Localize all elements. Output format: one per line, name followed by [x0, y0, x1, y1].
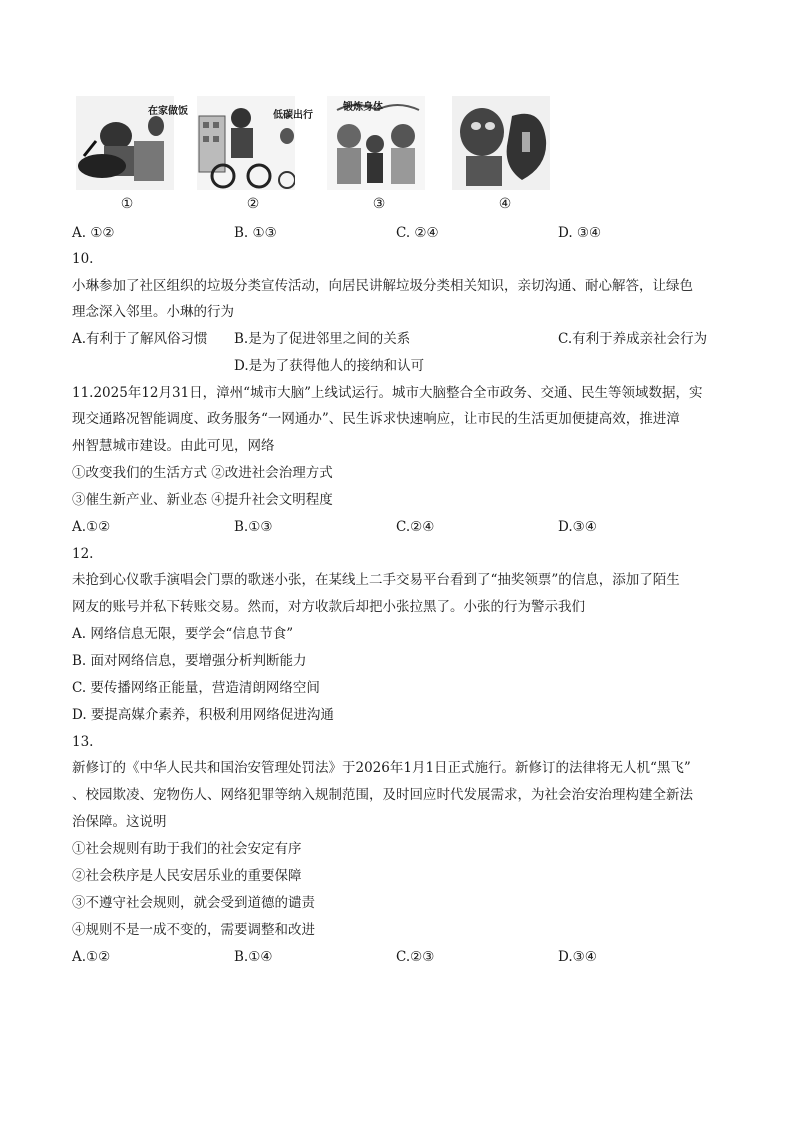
- q10-option-b: B.是为了促进邻里之间的关系: [234, 331, 411, 347]
- q11-statement-line-2: ③催生新产业、新业态 ④提升社会文明程度: [72, 492, 333, 508]
- q12-option-d: D. 要提高媒介素养，积极利用网络促进沟通: [72, 707, 334, 723]
- cartoon-caption-1: 在家做饭: [148, 106, 188, 117]
- cartoon-image-2: [197, 96, 313, 190]
- q13-stem-line-1: 新修订的《中华人民共和国治安管理处罚法》于2026年1月1日正式施行。新修订的法律将无人机“黑飞”: [72, 760, 691, 776]
- q11-stem-line-3: 州智慧城市建设。由此可见，网络: [72, 438, 275, 454]
- q10-option-c: C.有利于养成亲社会行为: [558, 331, 708, 347]
- cartoon-image-1: [76, 96, 188, 190]
- q12-option-c: C. 要传播网络正能量，营造清朗网络空间: [72, 680, 320, 696]
- cartoon-image-4: [452, 96, 550, 190]
- image-number-2: ②: [246, 196, 260, 212]
- q13-statement-3: ③不遵守社会规则，就会受到道德的谴责: [72, 895, 315, 911]
- option-c: C. ②④: [396, 225, 439, 241]
- q13-option-b: B.①④: [234, 949, 273, 965]
- q12-option-b: B. 面对网络信息，要增强分析判断能力: [72, 653, 307, 669]
- q10-stem-line-2: 理念深入邻里。小琳的行为: [72, 304, 234, 320]
- q10-option-d: D.是为了获得他人的接纳和认可: [234, 358, 425, 374]
- q11-option-b: B.①③: [234, 519, 273, 535]
- q13-number: 13.: [72, 734, 94, 750]
- q11-option-c: C.②④: [396, 519, 435, 535]
- q10-number: 10.: [72, 251, 94, 267]
- option-b: B. ①③: [234, 225, 277, 241]
- q13-stem-line-3: 治保障。这说明: [72, 814, 167, 830]
- image-number-3: ③: [372, 196, 386, 212]
- q10-stem-line-1: 小琳参加了社区组织的垃圾分类宣传活动，向居民讲解垃圾分类相关知识，亲切沟通、耐心解答，让绿色: [72, 278, 693, 294]
- cartoon-caption-2: 低碳出行: [273, 110, 313, 121]
- q12-stem-line-1: 未抢到心仪歌手演唱会门票的歌迷小张，在某线上二手交易平台看到了“抽奖领票”的信息，添加了陌生: [72, 572, 680, 588]
- q13-statement-2: ②社会秩序是人民安居乐业的重要保障: [72, 868, 302, 884]
- q10-option-a: A.有利于了解风俗习惯: [72, 331, 208, 347]
- q12-number: 12.: [72, 546, 94, 562]
- q13-stem-line-2: 、校园欺凌、宠物伤人、网络犯罪等纳入规制范围，及时回应时代发展需求，为社会治安治理构建全新法: [72, 787, 693, 803]
- q13-statement-4: ④规则不是一成不变的，需要调整和改进: [72, 922, 315, 938]
- q11-stem-line-2: 现交通路况智能调度、政务服务“一网通办”、民生诉求快速响应，让市民的生活更加便捷高效，推进漳: [72, 411, 680, 427]
- option-a: A. ①②: [72, 225, 115, 241]
- q12-option-a: A. 网络信息无限，要学会“信息节食”: [72, 626, 294, 642]
- q13-statement-1: ①社会规则有助于我们的社会安定有序: [72, 841, 302, 857]
- q13-option-a: A.①②: [72, 949, 111, 965]
- image-number-1: ①: [120, 196, 134, 212]
- cartoon-image-3: [327, 96, 425, 190]
- q11-option-d: D.③④: [558, 519, 597, 535]
- q13-option-c: C.②③: [396, 949, 435, 965]
- q12-stem-line-2: 网友的账号并私下转账交易。然而，对方收款后却把小张拉黑了。小张的行为警示我们: [72, 599, 585, 615]
- cartoon-caption-3: 锻炼身体: [343, 102, 383, 113]
- option-d: D. ③④: [558, 225, 602, 241]
- q11-option-a: A.①②: [72, 519, 111, 535]
- q13-option-d: D.③④: [558, 949, 597, 965]
- q11-statement-line-1: ①改变我们的生活方式 ②改进社会治理方式: [72, 465, 333, 481]
- image-number-4: ④: [498, 196, 512, 212]
- q11-stem-line-1: 11.2025年12月31日，漳州“城市大脑”上线试运行。城市大脑整合全市政务、交通、民生等领域数据，实: [72, 385, 703, 401]
